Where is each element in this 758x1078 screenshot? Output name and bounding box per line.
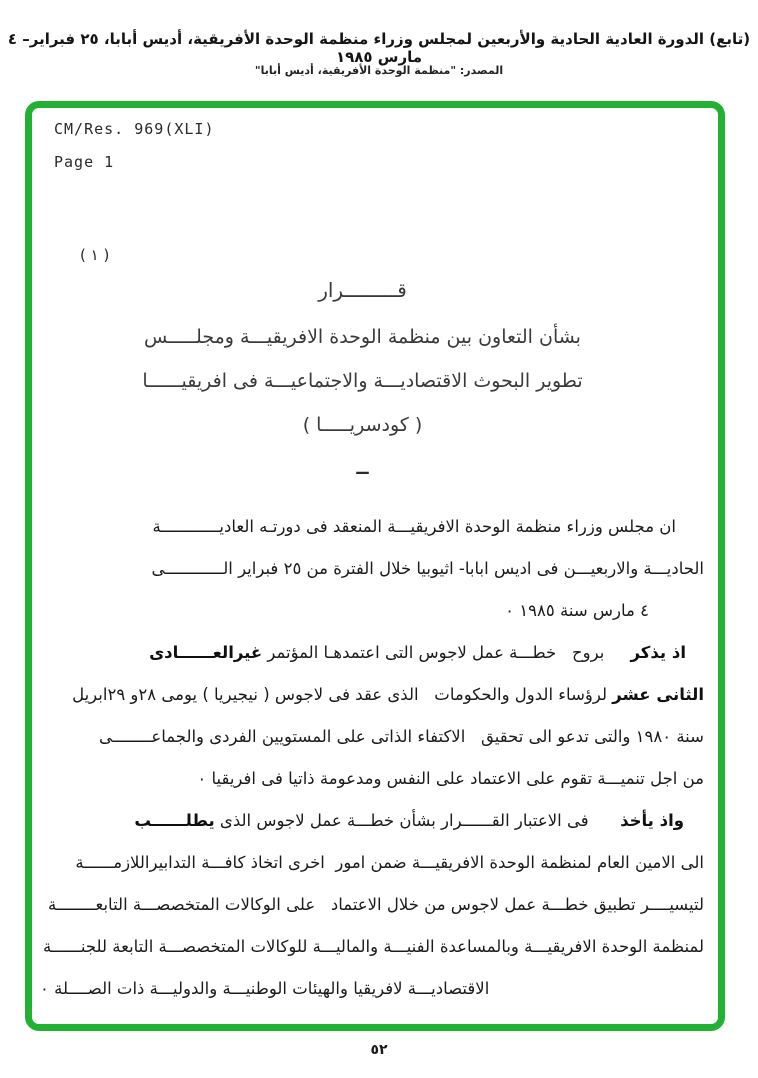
resolution-item-number: ( ١ ) (80, 246, 110, 264)
body-line: الثانى عشر لرؤساء الدول والحكومات الذى عقد فى لاجوس ( نيجيريا ) يومى ٢٨و ٢٩ابريل (72, 685, 704, 704)
session-header-line: (تابع) الدورة العادية الحادية والأربعين لمجلس وزراء منظمة الوحدة الأفريقية، أديس أبابا، ٢٥ فبراير– ٤ مارس ١٩٨٥ (7, 30, 751, 66)
body-line: اذ يذكر بروح خطـــة عمل لاجوس التى اعتمدهـا المؤتمر غيرالعــــــادى (149, 643, 686, 662)
body-line: واذ يأخذ فى الاعتبار القــــــرار بشأن خطـــة عمل لاجوس الذى يطلــــــب (134, 811, 684, 830)
body-line: لتيسيــــر تطبيق خطـــة عمل لاجوس من خلال الاعتماد على الوكالات المتخصصـــة التابعــــــــة (47, 895, 704, 914)
resolution-subtitle-line-2: تطوير البحوث الاقتصاديـــة والاجتماعيـــة فى افريقيــــــا (142, 370, 583, 392)
body-line: لمنظمة الوحدة الافريقيـــة وبالمساعدة الفنيـــة والماليـــة للوكالات المتخصصـــة التابعة للجنــــــة (43, 937, 704, 956)
resolution-body (40, 506, 704, 1010)
resolution-title-block (62, 278, 663, 479)
document-reference: CM/Res. 969(XLI) (54, 120, 215, 138)
body-line: سنة ١٩٨٠ والتى تدعو الى تحقيق الاكتفاء الذاتى على المستويين الفردى والجماعــــــــى (98, 727, 704, 746)
body-line: الاقتصاديـــة لافريقيا والهيئات الوطنيـــة والدوليـــة ذات الصــــلة ٠ (40, 979, 490, 998)
divider-dash: ــ (356, 458, 369, 479)
body-line: من اجل تنميـــة تقوم على الاعتماد على النفس ومدعومة ذاتيا فى افريقيا ٠ (197, 769, 704, 788)
source-header-line: المصدر: "منظمة الوحدة الأفريقية، أديس أبابا" (254, 64, 504, 77)
resolution-subtitle-line-1: بشأن التعاون بين منظمة الوحدة الافريقيـــة ومجلـــــس (144, 326, 581, 348)
resolution-title: قـــــــــرار (318, 278, 407, 302)
document-reference-block (54, 120, 215, 186)
document-page-label: Page 1 (54, 153, 115, 171)
body-line: ان مجلس وزراء منظمة الوحدة الافريقيـــة المنعقد فى دورتـه العاديــــــــــــة (152, 517, 676, 536)
body-line: ٤ مارس سنة ١٩٨٥ ٠ (505, 601, 649, 620)
body-line: الحاديـــة والاربعيـــن فى اديس ابابا- اثيوبيا خلال الفترة من ٢٥ فبراير الــــــــــــى (151, 559, 704, 578)
page-number: ٥٢ (370, 1042, 388, 1058)
resolution-subtitle-line-3: ( كودسريـــــا ) (302, 414, 423, 436)
document-highlight-frame (25, 101, 725, 1031)
body-line: الى الامين العام لمنظمة الوحدة الافريقيـــة ضمن امور اخرى اتخاذ كافـــة التدابيراللازمــــــة (75, 853, 704, 872)
